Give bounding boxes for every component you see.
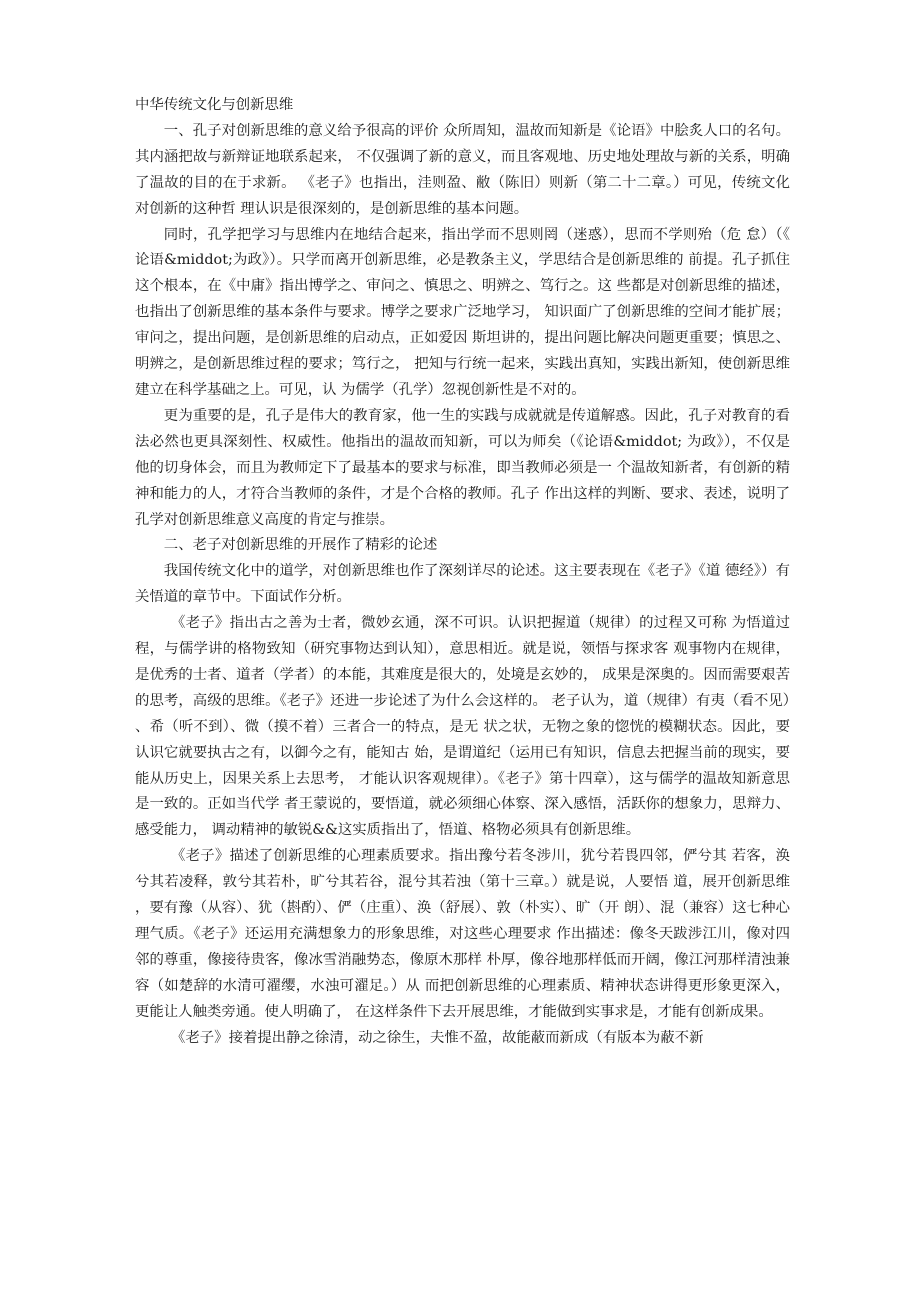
section-heading-laozi: 二、老子对创新思维的开展作了精彩的论述: [163, 537, 438, 554]
paragraph-confucius-evaluation: 一、孔子对创新思维的意义给予很高的评价 众所周知，温故而知新是《论语》中脍炙人口的名句。其内涵把故与新辩证地联系起来， 不仅强调了新的意义，而且客观地、历史地处理故与新的关系，明确了温故的目的在于求新。 《老子》也指出，洼则盈、敝（陈旧）则新（第二十二章。）可见，传统文化对创新的这种哲 理认识是很深刻的，是创新思维的基本问题。: [135, 122, 790, 217]
document-title: 中华传统文化与创新思维: [135, 97, 294, 113]
paragraph-laozi-wudao: 《老子》指出古之善为士者，微妙玄通，深不可识。认识把握道（规律）的过程又可称 为悟道过程，与儒学讲的格物致知（研究事物达到认知），意思相近。就是说，领悟与探求客 观事物内在规律，是优秀的士者、道者（学者）的本能，其难度是很大的，处境是玄妙的， 成果是深奥的。因而需要艰苦的思考，高级的思维。《老子》还进一步论述了为什么会这样的。 老子认为，道（规律）有夷（看不见）、希（听不到）、微（摸不着）三者合一的特点，是无 状之状，无物之象的惚恍的模糊状态。因此，要认识它就要执古之有，以御今之有，能知古 始，是谓道纪（运用已有知识，信息去把握当前的现实，要能从历史上，因果关系上去思考， 才能认识客观规律）。《老子》第十四章），这与儒学的温故知新意思是一致的。正如当代学 者王蒙说的，要悟道，就必须细心体察、深入感悟，活跃你的想象力，思辩力、感受能力， 调动精神的敏锐&&这实质指出了，悟道、格物必须具有创新思维。: [135, 615, 790, 839]
paragraph-laozi-psychology: 《老子》描述了创新思维的心理素质要求。指出豫兮若冬涉川，犹兮若畏四邻，俨兮其 若客，涣兮其若凌释，敦兮其若朴，旷兮其若谷，混兮其若浊（第十三章。）就是说，人要悟 道，展开创新思维，要有豫（从容）、犹（斟酌）、俨（庄重）、涣（舒展）、敦（朴实）、旷（开 朗）、混（兼容）这七种心理气质。《老子》还运用充满想象力的形象思维，对这些心理要求 作出描述：像冬天跋涉江川，像对四邻的尊重，像接待贵客，像冰雪消融势态，像原木那样 朴厚，像谷地那样低而开阔，像江河那样清浊兼容（如楚辞的水清可濯缨，水浊可濯足。）从 而把创新思维的心理素质、精神状态讲得更形象更深入，更能让人触类旁通。使人明确了， 在这样条件下去开展思维，才能做到实事求是，才能有创新成果。: [135, 848, 790, 1020]
paragraph-learning-and-thinking: 同时，孔学把学习与思维内在地结合起来，指出学而不思则罔（迷惑），思而不学则殆（危 怠）（《论语&middot;为政》）。只学而离开创新思维，必是教条主义，学思结合是创新思维的 前提。孔子抓住这个根本，在《中庸》指出博学之、审问之、慎思之、明辨之、笃行之。这 些都是对创新思维的描述，也指出了创新思维的基本条件与要求。博学之要求广泛地学习， 知识面广了创新思维的空间才能扩展；审问之，提出问题，是创新思维的启动点，正如爱因 斯坦讲的，提出问题比解决问题更重要；慎思之、明辨之，是创新思维过程的要求；笃行之， 把知与行统一起来，实践出真知，实践出新知，使创新思维建立在科学基础之上。可见，认 为儒学（孔学）忽视创新性是不对的。: [135, 226, 790, 398]
paragraph-laozi-stillness: 《老子》接着提出静之徐清，动之徐生，夫惟不盈，故能蔽而新成（有版本为蔽不新: [171, 1029, 704, 1046]
paragraph-daoism-intro: 我国传统文化中的道学，对创新思维也作了深刻详尽的论述。这主要表现在《老子》《道 德经》）有关悟道的章节中。下面试作分析。: [135, 563, 790, 606]
document-body: [135, 93, 790, 1052]
paragraph-confucius-educator: 更为重要的是，孔子是伟大的教育家，他一生的实践与成就就是传道解惑。因此，孔子对教育的看法必然也更具深刻性、权威性。他指出的温故而知新，可以为师矣（《论语&middot; 为政》），不仅是他的切身体会，而且为教师定下了最基本的要求与标准，即当教师必须是一 个温故知新者，有创新的精神和能力的人，才符合当教师的条件，才是个合格的教师。孔子 作出这样的判断、要求、表述，说明了孔学对创新思维意义高度的肯定与推崇。: [135, 407, 790, 528]
